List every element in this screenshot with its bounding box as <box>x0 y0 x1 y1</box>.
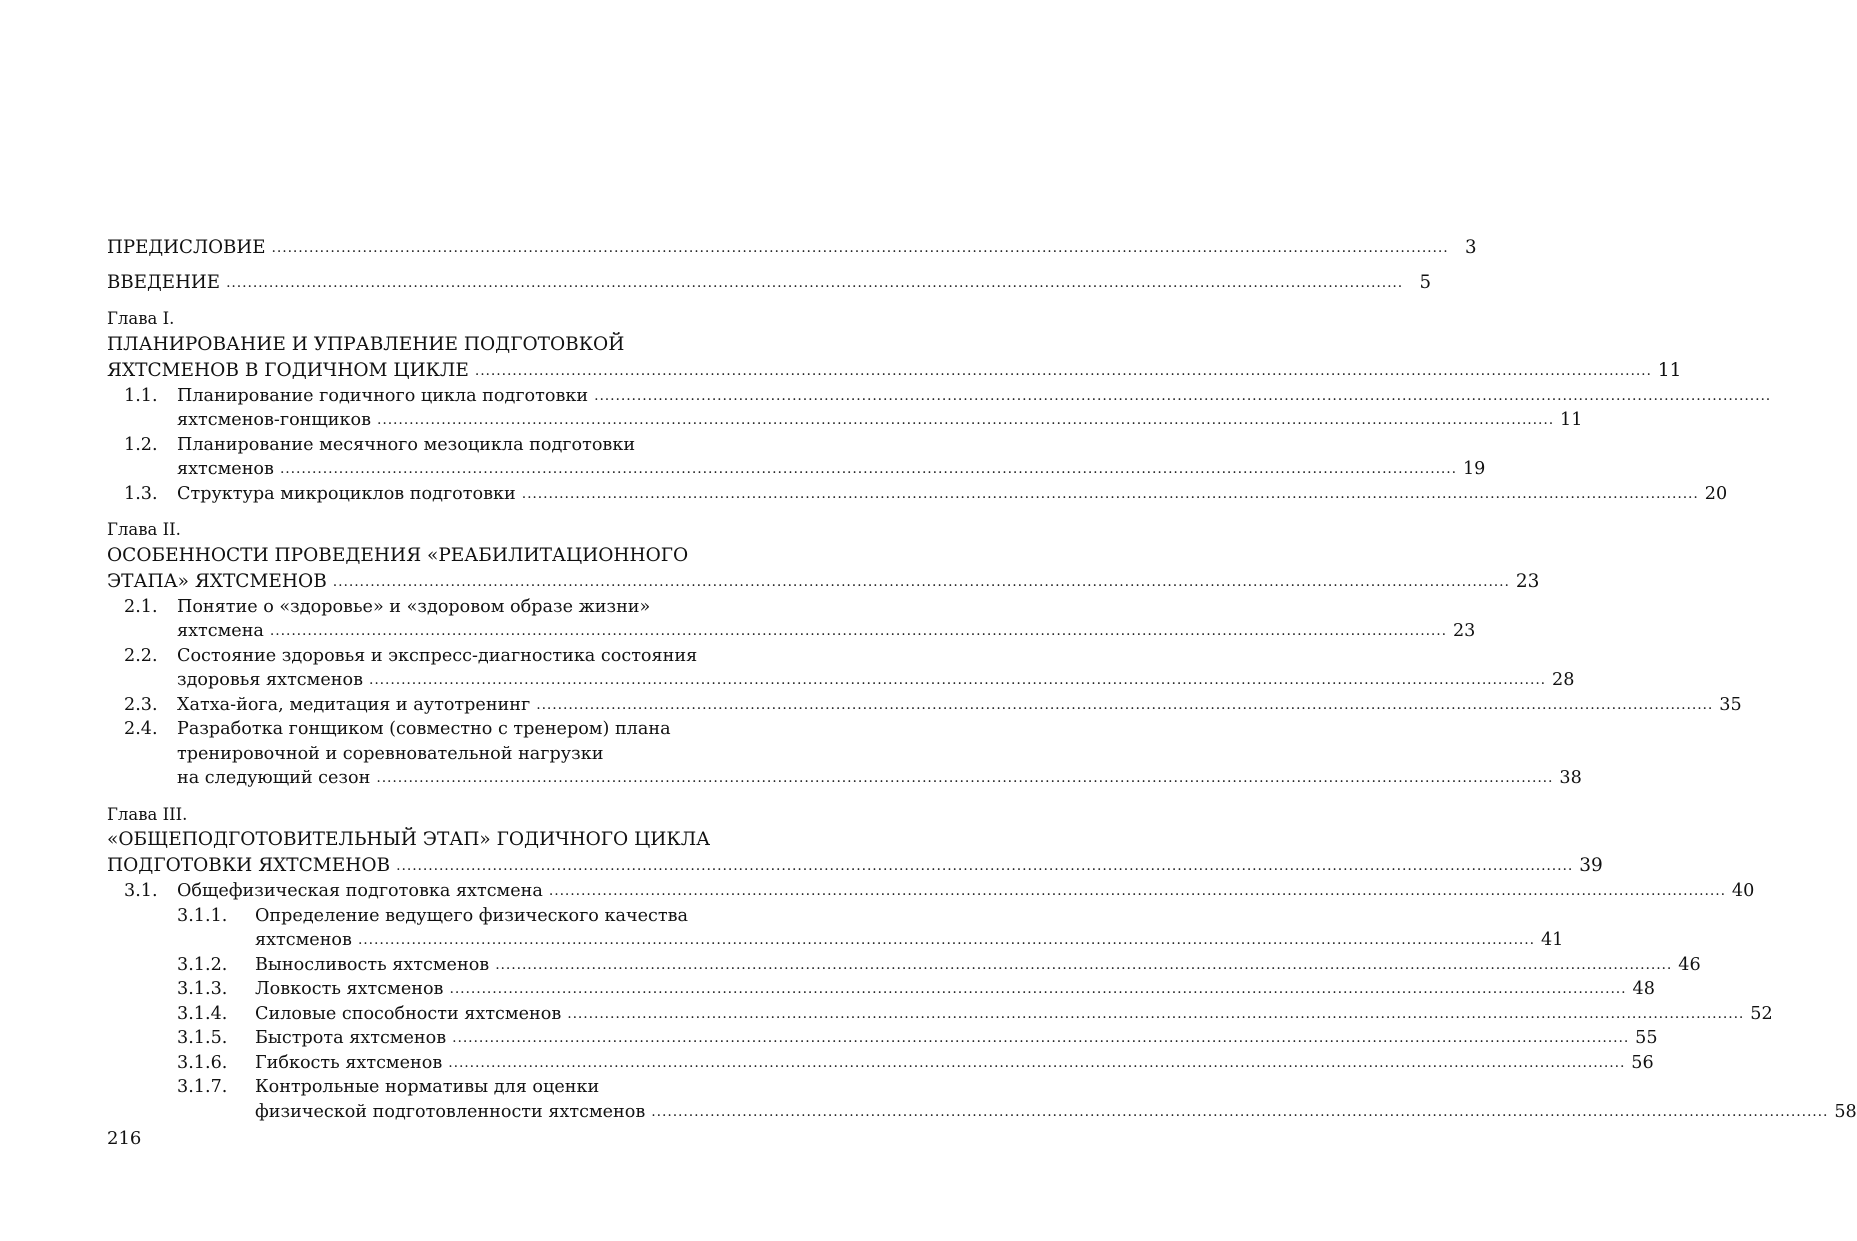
dot-leader: ............................................................................................................................................................................................................................ <box>536 696 1714 713</box>
subsection-title: яхтсменов <box>255 930 352 950</box>
page-number: 216 <box>107 1128 142 1149</box>
toc-entry-1-1-cont[interactable] <box>107 408 1583 433</box>
toc-entry-1-2-cont[interactable] <box>107 457 1486 482</box>
dot-leader: ............................................................................................................................................................................................................................ <box>332 573 1510 590</box>
table-of-contents <box>107 236 1857 1124</box>
chapter-title: ПЛАНИРОВАНИЕ И УПРАВЛЕНИЕ ПОДГОТОВКОЙ <box>107 333 625 355</box>
toc-page: 38 <box>1559 768 1582 788</box>
dot-leader: ............................................................................................................................................................................................................................ <box>452 1030 1630 1046</box>
toc-page: 41 <box>1540 930 1564 950</box>
subsection-number: 3.1.1. <box>177 905 228 926</box>
subsection-title: Быстрота яхтсменов <box>255 1028 447 1048</box>
toc-entry-2-4[interactable] <box>107 717 767 742</box>
dot-leader: ............................................................................................................................................................................................................................ <box>396 858 1574 874</box>
section-title: яхтсменов-гонщиков <box>177 410 371 430</box>
toc-entry-chapter-3[interactable] <box>107 853 1603 879</box>
toc-page: 19 <box>1462 459 1486 479</box>
toc-entry-chapter-2[interactable] <box>107 569 1540 595</box>
subsection-title: Гибкость яхтсменов <box>255 1052 443 1073</box>
toc-entry-3-1-5[interactable] <box>107 1026 1658 1051</box>
toc-title: ВВЕДЕНИЕ <box>107 271 221 293</box>
toc-entry-3-1-6[interactable] <box>107 1051 1654 1076</box>
toc-entry-2-4-cont[interactable] <box>107 766 1582 791</box>
toc-entry-3-1[interactable] <box>107 879 1755 904</box>
section-number: 3.1. <box>124 881 158 901</box>
chapter-title: ЯХТСМЕНОВ В ГОДИЧНОМ ЦИКЛЕ <box>107 359 469 381</box>
toc-entry-2-2[interactable] <box>107 644 767 669</box>
toc-entry-preface[interactable] <box>107 236 1477 261</box>
dot-leader: ............................................................................................................................................................................................................................ <box>377 412 1555 428</box>
section-title: яхтсменов <box>177 459 274 479</box>
chapter-label: Глава II. <box>107 520 181 539</box>
subsection-number: 3.1.3. <box>177 979 228 999</box>
section-number: 2.3. <box>124 694 158 715</box>
dot-leader: ............................................................................................................................................................................................................................ <box>548 883 1726 899</box>
subsection-title: Ловкость яхтсменов <box>255 979 444 999</box>
subsection-number: 3.1.2. <box>177 954 228 975</box>
toc-entry-1-3[interactable] <box>107 482 1728 507</box>
toc-page: 58 <box>1834 1101 1857 1122</box>
section-number: 1.2. <box>124 434 158 455</box>
chapter-title: ПОДГОТОВКИ ЯХТСМЕНОВ <box>107 855 391 876</box>
toc-page: 20 <box>1704 483 1728 504</box>
chapter-label: Глава I. <box>107 309 175 328</box>
toc-page: 39 <box>1579 855 1603 876</box>
chapter-title: ОСОБЕННОСТИ ПРОВЕДЕНИЯ «РЕАБИЛИТАЦИОННОГО <box>107 544 689 566</box>
dot-leader: ............................................................................................................................................................................................................................ <box>594 387 1772 404</box>
toc-page: 35 <box>1719 694 1742 715</box>
subsection-title: физической подготовленности яхтсменов <box>255 1101 646 1122</box>
section-title: тренировочной и соревновательной нагрузки <box>177 743 604 764</box>
section-number: 2.2. <box>124 645 158 666</box>
toc-page: 52 <box>1750 1003 1773 1024</box>
toc-entry-3-1-4[interactable] <box>107 1002 1773 1027</box>
dot-leader: ............................................................................................................................................................................................................................ <box>271 240 1449 256</box>
toc-entry-2-1-cont[interactable] <box>107 619 1476 644</box>
toc-title: ПРЕДИСЛОВИЕ <box>107 237 266 258</box>
section-number: 1.3. <box>124 483 158 504</box>
dot-leader: ............................................................................................................................................................................................................................ <box>226 274 1404 291</box>
dot-leader: ............................................................................................................................................................................................................................ <box>269 623 1447 639</box>
section-title: здоровья яхтсменов <box>177 670 363 690</box>
section-title: Понятие о «здоровье» и «здоровом образе жизни» <box>177 596 651 617</box>
toc-entry-2-1[interactable] <box>107 595 767 620</box>
toc-page: 55 <box>1635 1028 1658 1048</box>
dot-leader: ............................................................................................................................................................................................................................ <box>651 1103 1829 1120</box>
toc-entry-chapter-1[interactable] <box>107 358 1682 384</box>
toc-page: 3 <box>1465 237 1477 258</box>
toc-entry-3-1-7-cont[interactable] <box>107 1100 1857 1125</box>
toc-page: 56 <box>1631 1052 1654 1073</box>
dot-leader: ............................................................................................................................................................................................................................ <box>567 1005 1745 1022</box>
subsection-title: Контрольные нормативы для оценки <box>255 1077 600 1097</box>
subsection-number: 3.1.4. <box>177 1003 228 1024</box>
dot-leader: ............................................................................................................................................................................................................................ <box>474 362 1652 379</box>
section-number: 2.1. <box>124 596 158 617</box>
section-title: Хатха-йога, медитация и аутотренинг <box>177 694 531 715</box>
toc-entry-3-1-2[interactable] <box>107 953 1701 978</box>
toc-entry-3-1-1[interactable] <box>107 904 767 929</box>
subsection-number: 3.1.5. <box>177 1028 228 1048</box>
toc-entry-2-4-cont[interactable] <box>107 742 767 767</box>
dot-leader: ............................................................................................................................................................................................................................ <box>376 770 1554 786</box>
toc-entry-3-1-1-cont[interactable] <box>107 928 1564 953</box>
dot-leader: ............................................................................................................................................................................................................................ <box>448 1054 1626 1071</box>
subsection-title: Силовые способности яхтсменов <box>255 1003 562 1024</box>
chapter-title: «ОБЩЕПОДГОТОВИТЕЛЬНЫЙ ЭТАП» ГОДИЧНОГО ЦИКЛА <box>107 829 711 850</box>
section-title: на следующий сезон <box>177 768 371 788</box>
toc-entry-3-1-3[interactable] <box>107 977 1655 1002</box>
section-title: Планирование годичного цикла подготовки <box>177 385 589 406</box>
section-title: Состояние здоровья и экспресс-диагностика состояния <box>177 645 698 666</box>
dot-leader: ............................................................................................................................................................................................................................ <box>279 461 1457 477</box>
dot-leader: ............................................................................................................................................................................................................................ <box>368 672 1547 688</box>
section-title: яхтсмена <box>177 621 264 641</box>
dot-leader: ............................................................................................................................................................................................................................ <box>449 981 1627 997</box>
subsection-number: 3.1.6. <box>177 1052 228 1073</box>
section-title: Общефизическая подготовка яхтсмена <box>177 881 543 901</box>
toc-entry-intro[interactable] <box>107 271 1432 296</box>
chapter-title: ЭТАПА» ЯХТСМЕНОВ <box>107 570 327 592</box>
section-title: Структура микроциклов подготовки <box>177 483 516 504</box>
toc-entry-2-2-cont[interactable] <box>107 668 1575 693</box>
toc-page: 48 <box>1632 979 1655 999</box>
section-title: Планирование месячного мезоцикла подготовки <box>177 434 636 455</box>
toc-page: 40 <box>1731 881 1755 901</box>
toc-page: 23 <box>1452 621 1476 641</box>
subsection-title: Выносливость яхтсменов <box>255 954 490 975</box>
toc-page: 28 <box>1552 670 1575 690</box>
toc-entry-2-3[interactable] <box>107 693 1742 718</box>
toc-page: 23 <box>1515 570 1540 592</box>
toc-entry-1-2[interactable] <box>107 433 767 458</box>
toc-entry-3-1-7[interactable] <box>107 1075 767 1100</box>
section-number: 1.1. <box>124 385 158 406</box>
section-number: 2.4. <box>124 719 158 739</box>
dot-leader: ............................................................................................................................................................................................................................ <box>521 485 1699 502</box>
toc-page: 5 <box>1419 271 1432 293</box>
toc-entry-1-1[interactable] <box>107 384 1772 409</box>
chapter-label: Глава III. <box>107 804 188 824</box>
toc-page: 46 <box>1678 954 1701 975</box>
toc-page: 11 <box>1657 359 1682 381</box>
subsection-number: 3.1.7. <box>177 1077 228 1097</box>
subsection-title: Определение ведущего физического качества <box>255 905 689 926</box>
dot-leader: ............................................................................................................................................................................................................................ <box>495 956 1673 973</box>
toc-page: 11 <box>1560 410 1583 430</box>
dot-leader: ............................................................................................................................................................................................................................ <box>357 932 1535 948</box>
section-title: Разработка гонщиком (совместно с тренером) плана <box>177 719 671 739</box>
